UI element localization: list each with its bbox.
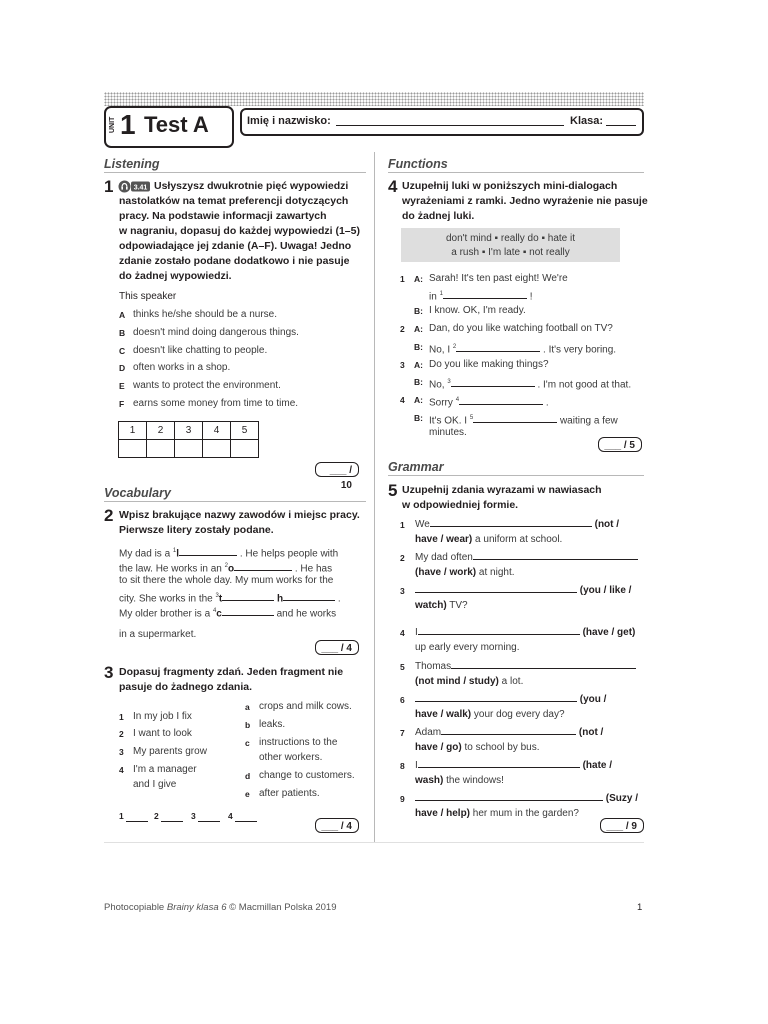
word-box — [401, 228, 620, 262]
grammar-item-cont: watch) TV? — [415, 600, 468, 611]
grammar-item: I (have / get) — [415, 627, 636, 638]
speaker-label: A: — [414, 274, 423, 284]
item-number: 3 — [400, 586, 405, 596]
column-divider — [374, 152, 375, 842]
dialogue-line: Do you like making things? — [429, 359, 549, 370]
option-text: often works in a shop. — [133, 362, 231, 373]
answer-cell[interactable] — [203, 440, 231, 458]
answer-field[interactable] — [198, 821, 220, 822]
answer-cell[interactable] — [175, 440, 203, 458]
gap-field[interactable] — [418, 634, 580, 635]
dialogue-line: Dan, do you like watching football on TV? — [429, 323, 613, 334]
instruction-line: pasuje do żadnego zdania. — [119, 681, 253, 693]
grammar-item: (Suzy / — [415, 792, 638, 806]
section-rule — [388, 172, 644, 173]
grammar-item-cont: have / go) to school by bus. — [415, 742, 540, 753]
option-letter: b — [245, 720, 251, 730]
item-number: 2 — [119, 729, 124, 739]
gap-field[interactable] — [415, 800, 603, 801]
answer-label: 1 — [119, 811, 124, 821]
speaker-label: A: — [414, 360, 423, 370]
item-number: 1 — [400, 520, 405, 530]
gap-field[interactable] — [283, 600, 335, 601]
gap-text-line: to sit there the whole day. My mum works for the — [119, 575, 334, 586]
dialogue-line: minutes. — [429, 427, 467, 438]
instruction-line: pracy. Na podstawie informacji zawartych — [119, 210, 327, 222]
dialogue-line: No, I $^2$ . It's very boring. — [429, 344, 617, 356]
option-text: earns some money from time to time. — [133, 398, 299, 409]
item-number: 6 — [400, 695, 405, 705]
question-number: 1 — [104, 177, 114, 196]
score-box: ___ / 4 — [315, 640, 359, 655]
option-text: doesn't like chatting to people. — [133, 345, 268, 356]
name-label: Imię i nazwisko: — [247, 115, 331, 127]
instruction-line: nastolatków na temat preferencji dotyczących — [119, 195, 349, 207]
grammar-item: (you / like / — [415, 584, 631, 598]
dialogue-line: in $^1$ ! — [429, 291, 533, 303]
gap-field[interactable] — [415, 701, 577, 702]
sentence-start: I want to look — [133, 728, 192, 739]
gap-text-line: in a supermarket. — [119, 629, 197, 640]
instruction-line: odpowiadające jej zdanie (A–F). Uwaga! Jedno — [119, 240, 352, 252]
dialogue-line: Sorry $^4$ . — [429, 397, 549, 409]
gap-field[interactable] — [441, 734, 576, 735]
answer-field[interactable] — [235, 821, 257, 822]
item-number: 9 — [400, 794, 405, 804]
item-number: 4 — [400, 628, 405, 638]
option-letter: B — [119, 328, 126, 338]
option-letter: d — [245, 771, 251, 781]
item-number: 2 — [400, 553, 405, 563]
gap-field[interactable] — [222, 600, 274, 601]
gap-field[interactable] — [473, 559, 638, 560]
item-number: 3 — [119, 747, 124, 757]
instruction-line: do żadnej luki. — [402, 210, 475, 222]
dialogue-line: It's OK. I $^5$ waiting a few — [429, 415, 618, 427]
gap-field[interactable] — [418, 767, 580, 768]
speaker-label: B: — [414, 413, 423, 423]
word-box-line: a rush ▪ I'm late ▪ not really — [451, 247, 570, 258]
answer-grid-header: 2 — [147, 422, 175, 440]
grammar-item-cont: have / wear) a uniform at school. — [415, 534, 563, 545]
sentence-start: In my job I fix — [133, 711, 192, 722]
option-letter: F — [119, 399, 125, 409]
answer-grid-header: 1 — [119, 422, 147, 440]
item-number: 2 — [400, 324, 405, 334]
gap-field[interactable] — [459, 404, 543, 405]
sentence-end: after patients. — [259, 788, 320, 799]
answer-grid-header: 5 — [231, 422, 259, 440]
item-number: 4 — [119, 765, 124, 775]
instruction-line: do żadnej wypowiedzi. — [119, 270, 232, 282]
section-rule — [104, 501, 366, 502]
gap-field[interactable] — [234, 570, 292, 571]
grammar-item-cont: have / help) her mum in the garden? — [415, 808, 579, 819]
score-box: ___ / 9 — [600, 818, 644, 833]
unit-number: 1 — [120, 109, 136, 140]
item-number: 4 — [400, 395, 405, 405]
answer-grid — [118, 421, 259, 458]
grammar-item: My dad often — [415, 551, 638, 565]
grammar-item-cont: have / walk) your dog every day? — [415, 709, 565, 720]
grammar-item: I (hate / — [415, 760, 613, 771]
sentence-end: crops and milk cows. — [259, 701, 352, 712]
sentence-end: instructions to the — [259, 737, 338, 748]
instruction-line: Usłyszysz dwukrotnie pięć wypowiedzi — [154, 180, 349, 192]
gap-field[interactable] — [222, 615, 274, 616]
instruction-line: Wpisz brakujące nazwy zawodów i miejsc pracy. — [119, 509, 360, 521]
gap-field[interactable] — [430, 526, 592, 527]
section-title-listening: Listening — [104, 157, 160, 171]
sentence-start: My parents grow — [133, 746, 207, 757]
dialogue-line: I know. OK, I'm ready. — [429, 305, 526, 316]
item-number: 7 — [400, 728, 405, 738]
answer-label: 4 — [228, 811, 233, 821]
answer-label: 2 — [154, 811, 159, 821]
instruction-line: Uzupełnij zdania wyrazami w nawiasach — [402, 484, 602, 496]
gap-field[interactable] — [179, 555, 237, 556]
gap-text-line: the law. He works in an $^2$o . He has — [119, 563, 333, 575]
speaker-label: A: — [414, 395, 423, 405]
answer-grid-header: 4 — [203, 422, 231, 440]
answer-field[interactable] — [161, 821, 183, 822]
footer-copyright: Photocopiable Brainy klasa 6 © Macmillan Polska 2019 — [104, 902, 337, 913]
section-title-functions: Functions — [388, 157, 448, 171]
sentence-end-cont: other workers. — [259, 752, 323, 763]
instruction-line: Uzupełnij luki w poniższych mini-dialogach — [402, 180, 618, 192]
option-letter: D — [119, 363, 126, 373]
section-rule — [104, 172, 366, 173]
grammar-item: (you / — [415, 693, 606, 707]
option-text: wants to protect the environment. — [133, 380, 281, 391]
gap-field[interactable] — [473, 422, 557, 423]
speaker-label: B: — [414, 377, 423, 387]
answer-field[interactable] — [126, 821, 148, 822]
answer-cell[interactable] — [119, 440, 147, 458]
item-number: 1 — [400, 274, 405, 284]
class-label: Klasa: — [570, 115, 604, 127]
sentence-end: leaks. — [259, 719, 286, 730]
question-number: 3 — [104, 663, 114, 682]
name-field[interactable] — [336, 125, 564, 126]
speaker-label: B: — [414, 342, 423, 352]
grammar-item-cont: wash) the windows! — [415, 775, 504, 786]
grammar-item: We (not / — [415, 519, 620, 530]
header-dot-band — [104, 92, 644, 106]
class-field[interactable] — [606, 125, 636, 126]
speaker-label: A: — [414, 324, 423, 334]
dialogue-line: Sarah! It's ten past eight! We're — [429, 273, 568, 284]
item-number: 3 — [400, 360, 405, 370]
audio-track-number: 3.41 — [133, 184, 148, 192]
gap-field[interactable] — [443, 298, 527, 299]
grammar-item-cont: (not mind / study) a lot. — [415, 676, 524, 687]
question-stem: This speaker — [119, 291, 177, 302]
grammar-item-cont: (have / work) at night. — [415, 567, 515, 578]
gap-field[interactable] — [451, 386, 535, 387]
grammar-item-cont: up early every morning. — [415, 642, 520, 653]
section-rule — [388, 475, 644, 476]
instruction-line: w nagraniu, dopasuj do każdej wypowiedzi (1–5) — [119, 225, 360, 237]
answer-label: 3 — [191, 811, 196, 821]
sentence-end: change to customers. — [259, 770, 355, 781]
section-title-grammar: Grammar — [388, 460, 444, 474]
sentence-start: I'm a manager — [133, 764, 197, 775]
score-box: ___ / 5 — [598, 437, 642, 452]
option-letter: C — [119, 346, 126, 356]
gap-field[interactable] — [415, 592, 577, 593]
question-number: 2 — [104, 506, 114, 525]
grammar-item: Adam (not / — [415, 727, 604, 738]
answer-cell[interactable] — [231, 440, 259, 458]
gap-field[interactable] — [456, 351, 540, 352]
audio-track-icon — [118, 180, 151, 193]
question-number: 4 — [388, 177, 398, 196]
page-number: 1 — [637, 902, 643, 913]
option-letter: a — [245, 702, 250, 712]
option-text: thinks he/she should be a nurse. — [133, 309, 277, 320]
answer-grid-header: 3 — [175, 422, 203, 440]
dialogue-line: No, $^3$ . I'm not good at that. — [429, 379, 632, 391]
option-letter: A — [119, 310, 126, 320]
gap-text-line: city. She works in the $^3$t h . — [119, 593, 341, 605]
score-box: ___ / 4 — [315, 818, 359, 833]
item-number: 1 — [119, 712, 124, 722]
grammar-item: Thomas — [415, 660, 636, 674]
instruction-line: wyrażeniami z ramki. Jedno wyrażenie nie pasuje — [402, 195, 648, 207]
option-text: doesn't mind doing dangerous things. — [133, 327, 299, 338]
item-number: 5 — [400, 662, 405, 672]
instruction-line: zdanie zostało podane dodatkowo i nie pasuje — [119, 255, 350, 267]
instruction-line: Dopasuj fragmenty zdań. Jeden fragment nie — [119, 666, 344, 678]
option-letter: E — [119, 381, 125, 391]
sentence-start-cont: and I give — [133, 779, 177, 790]
unit-label: UNIT — [109, 116, 116, 134]
section-title-vocabulary: Vocabulary — [104, 486, 171, 500]
option-letter: e — [245, 789, 250, 799]
gap-field[interactable] — [451, 668, 636, 669]
word-box-line: don't mind ▪ really do ▪ hate it — [445, 233, 576, 244]
answer-cell[interactable] — [147, 440, 175, 458]
instruction-line: Pierwsze litery zostały podane. — [119, 524, 274, 536]
page-title: Test A — [144, 112, 209, 137]
option-letter: c — [245, 738, 250, 748]
score-box: ___ / 10 — [315, 462, 359, 477]
instruction-line: w odpowiedniej formie. — [402, 499, 519, 511]
item-number: 8 — [400, 761, 405, 771]
question-number: 5 — [388, 481, 398, 500]
gap-text-line: My older brother is a $^4$c and he works — [119, 608, 337, 620]
footer-rule — [104, 842, 644, 843]
gap-text-line: My dad is a $^1$l . He helps people with — [119, 548, 339, 560]
speaker-label: B: — [414, 306, 423, 316]
